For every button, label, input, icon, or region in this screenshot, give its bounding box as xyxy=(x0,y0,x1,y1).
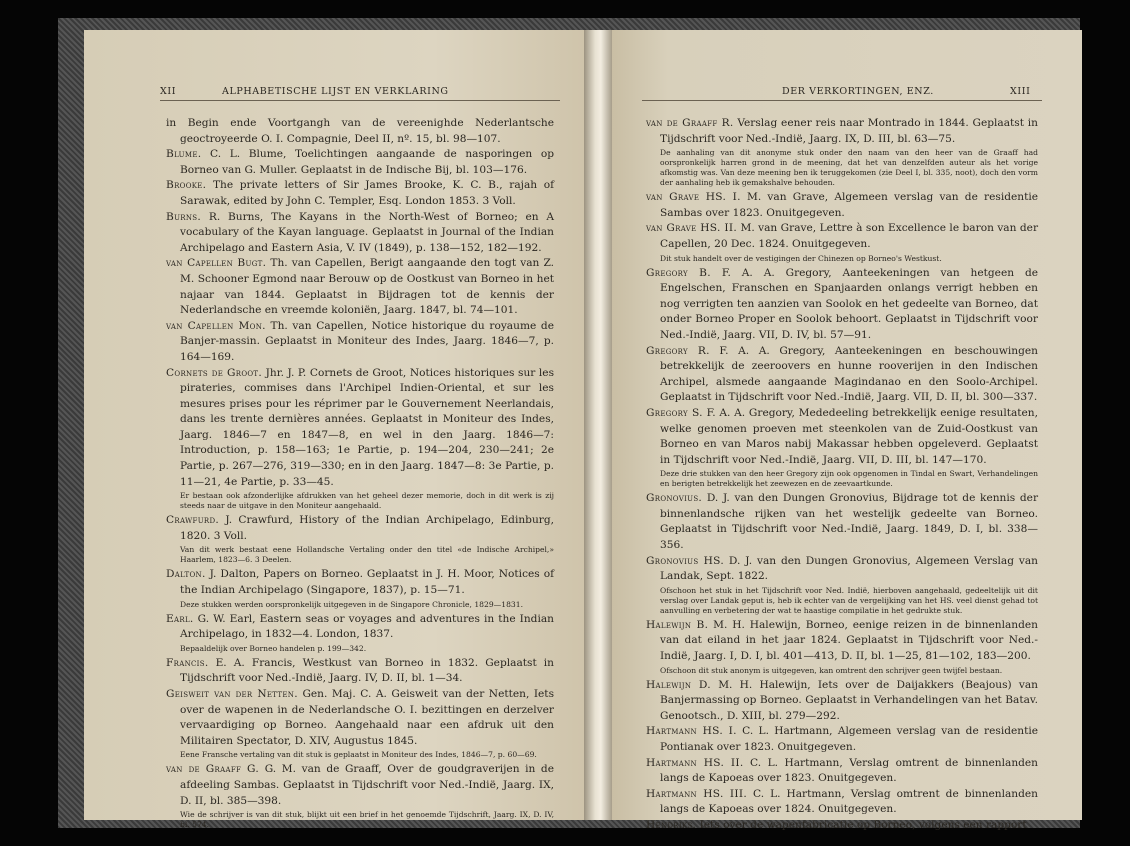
bibliography-entry xyxy=(646,818,1038,834)
entry-headword: Hartmann HS. I. xyxy=(646,725,737,738)
bibliography-entry xyxy=(166,656,554,687)
entry-text: M. H. Halewijn, Iets over de Daijakkers (Beajous) van Banjermassing op Borneo. Geplaatst in Verhandelingen van het Batav. Genootsch., D. XIII, bl. 279—292. xyxy=(660,678,1039,722)
entry-headword: Hartmann HS. III. xyxy=(646,787,748,800)
bibliography-entry xyxy=(646,116,1038,147)
bibliography-entry xyxy=(166,116,554,147)
bibliography-entry xyxy=(166,178,554,209)
entry-headword: van de Graaff R. xyxy=(646,117,734,129)
entry-text: G. W. Earl, Eastern seas or voyages and adventures in the Indian Archipelago, in 1832—4. London, 1837. xyxy=(180,612,554,641)
entry-note: Dit stuk handelt over de vestigingen der Chinezen op Borneo's Westkust. xyxy=(660,253,942,263)
left-running-title: ALPHABETISCHE LIJST EN VERKLARING xyxy=(222,86,449,97)
bibliography-entry xyxy=(646,618,1038,665)
entry-headword: Hendriks. xyxy=(646,818,697,831)
entry-headword: van de Graaff G. xyxy=(166,763,260,776)
entry-text: C. L. Hartmann, Algemeen verslag van de residentie Pontianak over 1823. Onuitgegeven. xyxy=(660,725,1038,753)
entry-text: M. H. Halewijn, Borneo, eenige reizen in de binnenlanden van dat eiland in het jaar 1824. Geplaatst in Tijdschrift voor Ned.-Indië, Jaarg. I, D. I, bl. 401—413, D. II, bl. 1—25, 81—102, 183—200. xyxy=(660,618,1039,663)
entry-text: M. van Grave, Lettre à son Excellence le baron van der Capellen, 20 Dec. 1824. Onuitgegeven. xyxy=(660,222,1039,250)
entry-headword: Gregory S. xyxy=(646,406,703,419)
entry-headword: Gregory R. xyxy=(646,344,710,357)
right-header-rule xyxy=(642,100,1042,101)
entry-text: Th. van Capellen, Berigt aangaande den togt van Z. M. Schooner Egmond naar Berouw op de Oostkust van Borneo in het najaar van 1844. Geplaatst in Bijdragen tot de kennis der Nederlandsche en vreemde koloniën, Jaarg. 1847, bl. 74—101. xyxy=(180,257,554,317)
entry-text: C. L. Blume, Toelichtingen aangaande de nasporingen op Borneo van G. Muller. Geplaatst in de Indische Bij, bl. 103—176. xyxy=(180,148,554,176)
bibliography-entry xyxy=(646,554,1038,585)
right-running-title: DER VERKORTINGEN, ENZ. xyxy=(782,86,934,97)
bibliography-entry xyxy=(166,762,554,809)
bibliography-entry xyxy=(166,366,554,491)
entry-text: D. J. van den Dungen Gronovius, Bijdrage tot de kennis der binnenlandsche rijken van het westelijk gedeelte van Borneo. Geplaatst in Tijdschrift voor Ned.-Indië, Jaarg. 1849, D. I, bl. 338—356. xyxy=(660,492,1039,552)
entry-note: Wie de schrijver is van dit stuk, blijkt uit een brief in het genoemde Tijdschrift, Jaarg. IX, D. IV, bl. 574. xyxy=(180,810,554,830)
bibliography-entry xyxy=(646,266,1038,344)
entry-headword: Brooke. xyxy=(166,179,207,192)
bibliography-entry xyxy=(646,491,1038,553)
entry-note: Eene Fransche vertaling van dit stuk is geplaatst in Moniteur des Indes, 1846—7, p. 60—69. xyxy=(180,750,537,760)
entry-text: R. Burns, The Kayans in the North-West of Borneo; en A vocabulary of the Kayan language. Geplaatst in Journal of the Indian Archipelago and Eastern Asia, V. IV (1849), p. 138—152, 182—192. xyxy=(180,210,554,254)
bibliography-entry xyxy=(166,210,554,257)
entry-headword: Blume. xyxy=(166,148,202,161)
entry-headword: Burns. xyxy=(166,210,202,223)
bibliography-entry xyxy=(166,612,554,643)
bibliography-entry xyxy=(646,756,1038,787)
left-header-rule xyxy=(160,100,560,101)
right-page xyxy=(612,30,1082,831)
entry-text: M. van Grave, Algemeen verslag van de residentie Sambas over 1823. Onuitgegeven. xyxy=(660,191,1038,219)
entry-note: Deze drie stukken van den heer Gregory zijn ook opgenomen in Tindal en Swart, Verhandelingen en berigten betrekkelijk het zeewezen en de zeevaartkunde. xyxy=(660,469,1038,489)
entry-note: Deze stukken werden oorspronkelijk uitgegeven in de Singapore Chronicle, 1829—1831. xyxy=(180,599,523,609)
bibliography-entry xyxy=(166,513,554,544)
entry-headword: Francis. xyxy=(166,656,209,669)
book-gutter xyxy=(584,30,612,820)
entry-headword: van Capellen Bugt. xyxy=(166,257,267,270)
left-page-content xyxy=(166,116,554,832)
entry-headword: Gregory B. xyxy=(646,266,711,279)
entry-text: Verslag eener reis naar Montrado in 1844. Geplaatst in Tijdschrift voor Ned.-Indië, Jaarg. IX, D. III, bl. 63—75. xyxy=(660,117,1038,145)
entry-headword: Halewijn B. xyxy=(646,618,709,631)
entry-text: J. Crawfurd, History of the Indian Archipelago, Edinburg, 1820. 3 Voll. xyxy=(180,514,554,542)
entry-text: D. J. van den Dungen Gronovius, Algemeen Verslag van Landak, Sept. 1822. xyxy=(660,554,1039,583)
entry-text: in Begin ende Voortgangh van de vereenighde Nederlantsche geoctroyeerde O. I. Compagnie, Deel II, nº. 15, bl. 98—107. xyxy=(166,117,554,145)
bibliography-entry xyxy=(166,567,554,598)
bibliography-entry xyxy=(646,190,1038,221)
bibliography-entry xyxy=(646,406,1038,468)
bibliography-entry xyxy=(166,147,554,178)
entry-text: E. A. Francis, Westkust van Borneo in 1832. Geplaatst in Tijdschrift voor Ned.-Indië, Jaarg. IV, D. II, bl. 1—34. xyxy=(180,656,554,685)
entry-text: Gen. Maj. C. A. Geisweit van der Netten, Iets over de wapenen in de Nederlandsche O. I. bezittingen en derzelver vervaardiging op Borneo. Aangehaald naar een afdruk uit den Militairen Spectator, D. XIV, Augustus 1845. xyxy=(180,688,554,747)
bibliography-entry xyxy=(646,724,1038,755)
left-page-number: XII xyxy=(160,86,177,97)
bibliography-entry xyxy=(646,344,1038,406)
entry-text: F. A. A. Gregory, Mededeeling betrekkelijk eenige resultaten, welke genomen proeven met steenkolen van de Zuid-Oostkust van Borneo en van Maros nabij Makassar hebben opgeleverd. Geplaatst in Tijdschrift voor Ned.-Indië, Jaarg. VII, D. III, bl. 147—170. xyxy=(660,406,1039,466)
entry-note: Ofschoon dit stuk anonym is uitgegeven, kan omtrent den schrijver geen twijfel bestaan. xyxy=(660,665,1003,675)
bibliography-entry xyxy=(646,678,1038,725)
entry-headword: Halewijn D. xyxy=(646,678,711,691)
entry-headword: Gronovius HS. xyxy=(646,554,725,567)
entry-note: De aanhaling van dit anonyme stuk onder den naam van den heer van de Graaff had oorspronkelijk harren grond in de meening, dat het van denzelfden auteur als het vorige afkomstig was. Van deze meening ben ik teruggekomen (zie Deel I, bl. 335, noot), doch den vorm der aanhaling heb ik gemakshalve behouden. xyxy=(660,148,1038,188)
bibliography-entry xyxy=(166,256,554,318)
entry-headword: van Grave HS. II. xyxy=(646,222,738,235)
bibliography-entry xyxy=(646,221,1038,252)
entry-note: Bepaaldelijk over Borneo handelen p. 199—342. xyxy=(180,643,367,653)
entry-note: Er bestaan ook afzonderlijke afdrukken van het geheel dezer memorie, doch in dit werk is zij steeds naar de uitgave in den Moniteur aangehaald. xyxy=(180,491,554,511)
entry-headword: Geisweit van der Netten. xyxy=(166,688,298,700)
entry-text: Jhr. J. P. Cornets de Groot, Notices historiques sur les pirateries, commises dans l'Archipel Indien-Oriental, et sur les mesures prises pour les réprimer par le Gouvernement Neerlandais, dans les trente dernières années. Geplaatst in Moniteur des Indes, Jaarg. 1846—7 en 1847—8, en wel in den Jaarg. 1846—7: Introduction, p. 158—163; 1e Partie, p. 194—204, 230—241; 2e Partie, p. 267—276, 319—330; en in den Jaarg. 1847—8: 3e Partie, p. 11—21, 4e Partie, p. 33—45. xyxy=(180,366,555,488)
entry-headword: Gronovius. xyxy=(646,492,703,505)
entry-headword: Hartmann HS. II. xyxy=(646,756,744,769)
entry-text: Iets over de wapenfabricatie op Borneo, volgens een rapport xyxy=(699,818,1027,831)
entry-text: C. L. Hartmann, Verslag omtrent de binnenlanden langs de Kapoeas over 1824. Onuitgegeven. xyxy=(660,787,1039,816)
bibliography-entry xyxy=(166,687,554,749)
entry-headword: van Capellen Mon. xyxy=(166,319,266,332)
left-page xyxy=(84,30,584,830)
entry-text: F. A. A. Gregory, Aanteekeningen van hetgeen de Engelschen, Franschen en Spanjaarden onlangs verrigt hebben en nog verrigten ten aanzien van Soolok en het gedeelte van Borneo, dat onder Borneo Proper en Soolok behoort. Geplaatst in Tijdschrift voor Ned.-Indië, Jaarg. VII, D. IV, bl. 57—91. xyxy=(660,266,1038,341)
bibliography-entry xyxy=(646,787,1038,818)
entry-note: Van dit werk bestaat eene Hollandsche Vertaling onder den titel «de Indische Archipel,» Haarlem, 1823—6. 3 Deelen. xyxy=(180,545,554,565)
entry-text: F. A. A. Gregory, Aanteekeningen en beschouwingen betrekkelijk de zeeroovers en hunne rooverijen in den Indischen Archipel, alsmede aangaande Magindanao en den Soolo-Archipel. Geplaatst in Tijdschrift voor Ned.-Indië, Jaarg. VII, D. II, bl. 300—337. xyxy=(660,344,1038,404)
entry-text: C. L. Hartmann, Verslag omtrent de binnenlanden langs de Kapoeas over 1823. Onuitgegeven. xyxy=(660,756,1039,785)
bibliography-entry xyxy=(166,319,554,366)
entry-text: J. Dalton, Papers on Borneo. Geplaatst in J. H. Moor, Notices of the Indian Archipelago (Singapore, 1837), p. 15—71. xyxy=(180,568,554,597)
entry-text: G. M. van de Graaff, Over de goudgraverijen in de afdeeling Sambas. Geplaatst in Tijdschrift voor Ned.-Indië, Jaarg. IX, D. II, bl. 385—398. xyxy=(180,763,554,807)
entry-headword: Cornets de Groot. xyxy=(166,366,263,379)
entry-text: The private letters of Sir James Brooke, K. C. B., rajah of Sarawak, edited by John C. Templer, Esq. London 1853. 3 Voll. xyxy=(180,179,555,207)
right-page-content xyxy=(646,116,1038,834)
entry-headword: Crawfurd. xyxy=(166,514,220,527)
entry-headword: van Grave HS. I. xyxy=(646,191,741,204)
entry-headword: Earl. xyxy=(166,612,194,625)
right-page-number: XIII xyxy=(1010,86,1031,97)
entry-text: Th. van Capellen, Notice historique du royaume de Banjer-massin. Geplaatst in Moniteur des Indes, Jaarg. 1846—7, p. 164—169. xyxy=(180,319,554,363)
entry-note: Ofschoon het stuk in het Tijdschrift voor Ned. Indië, hierboven aangehaald, gedeeltelijk uit dit verslag over Landak geput is, heb ik echter van de vergelijking van het HS. veel dienst gehad tot aanvulling en verbetering der wat te haastige compilatie in het gedrukte stuk. xyxy=(660,585,1038,615)
entry-headword: Dalton. xyxy=(166,568,206,581)
